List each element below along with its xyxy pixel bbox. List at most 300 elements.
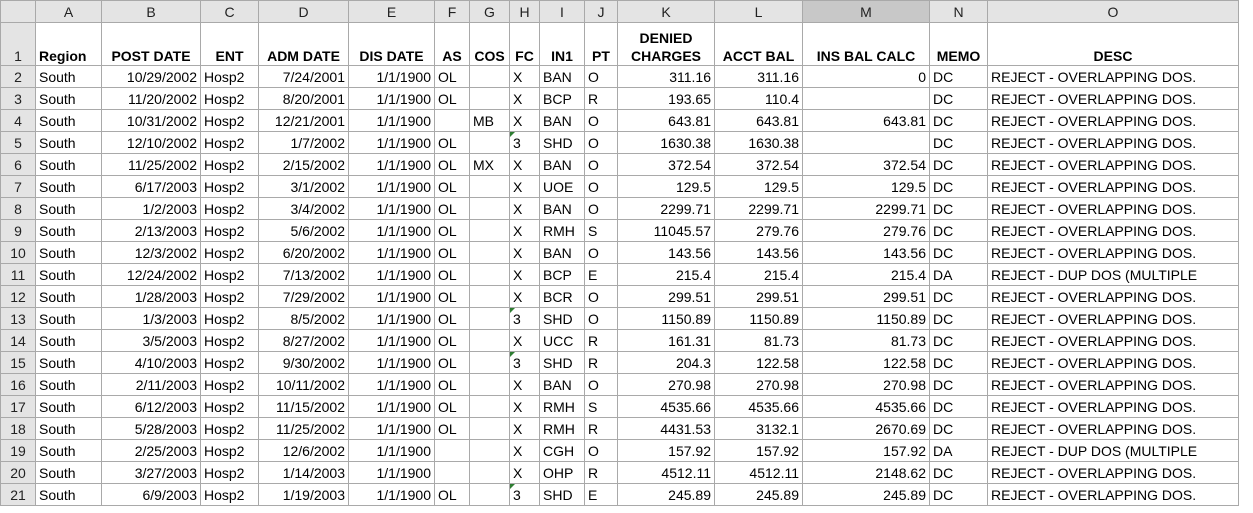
cell-f[interactable] (435, 462, 470, 484)
cell-k[interactable]: 4431.53 (618, 418, 715, 440)
cell-m[interactable]: 1150.89 (803, 308, 930, 330)
cell-n[interactable]: DC (930, 66, 988, 88)
cell-a[interactable]: South (36, 198, 102, 220)
cell-f[interactable]: OL (435, 242, 470, 264)
cell-m[interactable]: 299.51 (803, 286, 930, 308)
cell-i[interactable]: OHP (540, 462, 585, 484)
cell-j[interactable]: R (585, 330, 618, 352)
cell-o[interactable]: REJECT - OVERLAPPING DOS. (988, 418, 1239, 440)
row-header[interactable]: 10 (1, 242, 36, 264)
cell-j[interactable]: S (585, 396, 618, 418)
cell-g[interactable]: MB (470, 110, 510, 132)
column-header-g[interactable]: G (470, 1, 510, 23)
cell-e[interactable]: 1/1/1900 (349, 198, 435, 220)
cell-g[interactable] (470, 88, 510, 110)
cell-g[interactable] (470, 330, 510, 352)
cell-d[interactable]: 1/19/2003 (259, 484, 349, 506)
cell-c[interactable]: Hosp2 (201, 396, 259, 418)
cell-a[interactable]: South (36, 66, 102, 88)
cell-n[interactable]: DC (930, 242, 988, 264)
cell-g[interactable] (470, 352, 510, 374)
cell-b[interactable]: 6/17/2003 (102, 176, 201, 198)
cell-a[interactable]: South (36, 352, 102, 374)
cell-i[interactable]: BAN (540, 154, 585, 176)
cell-c[interactable]: Hosp2 (201, 418, 259, 440)
cell-e[interactable]: 1/1/1900 (349, 396, 435, 418)
column-header-j[interactable]: J (585, 1, 618, 23)
cell-l[interactable]: 110.4 (715, 88, 803, 110)
cell-j[interactable]: O (585, 286, 618, 308)
cell-h[interactable]: X (510, 242, 540, 264)
cell-c[interactable]: Hosp2 (201, 154, 259, 176)
cell-h[interactable]: X (510, 330, 540, 352)
cell-g[interactable] (470, 308, 510, 330)
cell-o[interactable]: REJECT - OVERLAPPING DOS. (988, 374, 1239, 396)
row-header[interactable]: 11 (1, 264, 36, 286)
cell-e[interactable]: 1/1/1900 (349, 330, 435, 352)
cell-j[interactable]: O (585, 308, 618, 330)
cell-i[interactable]: RMH (540, 220, 585, 242)
cell-f[interactable]: OL (435, 88, 470, 110)
cell-a[interactable]: South (36, 440, 102, 462)
row-header[interactable]: 1 (1, 23, 36, 66)
cell-o[interactable]: REJECT - OVERLAPPING DOS. (988, 352, 1239, 374)
cell-o[interactable]: REJECT - DUP DOS (MULTIPLE (988, 264, 1239, 286)
cell-o[interactable]: REJECT - OVERLAPPING DOS. (988, 484, 1239, 506)
cell-e[interactable]: 1/1/1900 (349, 286, 435, 308)
cell-k[interactable]: 311.16 (618, 66, 715, 88)
cell-d[interactable]: 5/6/2002 (259, 220, 349, 242)
cell-l[interactable]: 279.76 (715, 220, 803, 242)
cell-o[interactable]: REJECT - OVERLAPPING DOS. (988, 462, 1239, 484)
cell-g[interactable] (470, 176, 510, 198)
cell-c[interactable]: Hosp2 (201, 352, 259, 374)
cell-i[interactable]: SHD (540, 352, 585, 374)
cell-k[interactable]: 4512.11 (618, 462, 715, 484)
cell-j[interactable]: R (585, 352, 618, 374)
cell-c[interactable]: Hosp2 (201, 484, 259, 506)
cell-f[interactable]: OL (435, 220, 470, 242)
cell-d[interactable]: 1/7/2002 (259, 132, 349, 154)
cell-h[interactable]: X (510, 220, 540, 242)
cell-h[interactable]: X (510, 264, 540, 286)
header-cell[interactable]: IN1 (540, 23, 585, 66)
cell-m[interactable]: 643.81 (803, 110, 930, 132)
cell-k[interactable]: 215.4 (618, 264, 715, 286)
cell-d[interactable]: 2/15/2002 (259, 154, 349, 176)
cell-h[interactable]: X (510, 374, 540, 396)
cell-h[interactable]: 3 (510, 352, 540, 374)
column-header-k[interactable]: K (618, 1, 715, 23)
cell-b[interactable]: 5/28/2003 (102, 418, 201, 440)
cell-j[interactable]: O (585, 66, 618, 88)
cell-e[interactable]: 1/1/1900 (349, 484, 435, 506)
row-header[interactable]: 5 (1, 132, 36, 154)
cell-m[interactable]: 372.54 (803, 154, 930, 176)
cell-c[interactable]: Hosp2 (201, 308, 259, 330)
row-header[interactable]: 13 (1, 308, 36, 330)
cell-m[interactable]: 157.92 (803, 440, 930, 462)
cell-l[interactable]: 143.56 (715, 242, 803, 264)
cell-l[interactable]: 245.89 (715, 484, 803, 506)
cell-b[interactable]: 6/12/2003 (102, 396, 201, 418)
cell-l[interactable]: 372.54 (715, 154, 803, 176)
cell-c[interactable]: Hosp2 (201, 66, 259, 88)
header-cell[interactable]: MEMO (930, 23, 988, 66)
cell-c[interactable]: Hosp2 (201, 220, 259, 242)
header-cell[interactable]: FC (510, 23, 540, 66)
header-cell[interactable]: POST DATE (102, 23, 201, 66)
cell-f[interactable]: OL (435, 286, 470, 308)
cell-h[interactable]: X (510, 462, 540, 484)
cell-n[interactable]: DC (930, 308, 988, 330)
cell-d[interactable]: 10/11/2002 (259, 374, 349, 396)
cell-k[interactable]: 643.81 (618, 110, 715, 132)
cell-e[interactable]: 1/1/1900 (349, 110, 435, 132)
cell-f[interactable]: OL (435, 396, 470, 418)
cell-f[interactable]: OL (435, 352, 470, 374)
cell-a[interactable]: South (36, 484, 102, 506)
cell-c[interactable]: Hosp2 (201, 110, 259, 132)
cell-b[interactable]: 10/29/2002 (102, 66, 201, 88)
cell-o[interactable]: REJECT - DUP DOS (MULTIPLE (988, 440, 1239, 462)
cell-f[interactable]: OL (435, 198, 470, 220)
cell-h[interactable]: X (510, 198, 540, 220)
cell-a[interactable]: South (36, 264, 102, 286)
header-cell[interactable]: DIS DATE (349, 23, 435, 66)
cell-n[interactable]: DC (930, 418, 988, 440)
cell-n[interactable]: DC (930, 176, 988, 198)
cell-a[interactable]: South (36, 110, 102, 132)
cell-c[interactable]: Hosp2 (201, 374, 259, 396)
cell-i[interactable]: BAN (540, 198, 585, 220)
cell-k[interactable]: 129.5 (618, 176, 715, 198)
header-cell[interactable]: COS (470, 23, 510, 66)
cell-l[interactable]: 215.4 (715, 264, 803, 286)
cell-i[interactable]: BAN (540, 110, 585, 132)
cell-i[interactable]: RMH (540, 418, 585, 440)
cell-k[interactable]: 4535.66 (618, 396, 715, 418)
column-header-o[interactable]: O (988, 1, 1239, 23)
cell-d[interactable]: 12/6/2002 (259, 440, 349, 462)
cell-g[interactable] (470, 220, 510, 242)
cell-c[interactable]: Hosp2 (201, 198, 259, 220)
cell-n[interactable]: DC (930, 132, 988, 154)
cell-j[interactable]: E (585, 484, 618, 506)
cell-j[interactable]: R (585, 88, 618, 110)
cell-i[interactable]: SHD (540, 308, 585, 330)
cell-j[interactable]: O (585, 242, 618, 264)
cell-a[interactable]: South (36, 330, 102, 352)
cell-d[interactable]: 9/30/2002 (259, 352, 349, 374)
cell-g[interactable] (470, 264, 510, 286)
cell-l[interactable]: 3132.1 (715, 418, 803, 440)
header-cell[interactable]: DESC (988, 23, 1239, 66)
cell-c[interactable]: Hosp2 (201, 132, 259, 154)
cell-k[interactable]: 193.65 (618, 88, 715, 110)
cell-a[interactable]: South (36, 132, 102, 154)
column-header-f[interactable]: F (435, 1, 470, 23)
cell-a[interactable]: South (36, 154, 102, 176)
cell-e[interactable]: 1/1/1900 (349, 374, 435, 396)
cell-k[interactable]: 2299.71 (618, 198, 715, 220)
cell-e[interactable]: 1/1/1900 (349, 264, 435, 286)
cell-k[interactable]: 245.89 (618, 484, 715, 506)
cell-j[interactable]: O (585, 198, 618, 220)
cell-m[interactable]: 270.98 (803, 374, 930, 396)
row-header[interactable]: 3 (1, 88, 36, 110)
cell-b[interactable]: 11/20/2002 (102, 88, 201, 110)
cell-h[interactable]: X (510, 176, 540, 198)
cell-g[interactable] (470, 418, 510, 440)
cell-o[interactable]: REJECT - OVERLAPPING DOS. (988, 308, 1239, 330)
cell-c[interactable]: Hosp2 (201, 88, 259, 110)
cell-g[interactable] (470, 242, 510, 264)
cell-e[interactable]: 1/1/1900 (349, 242, 435, 264)
cell-f[interactable]: OL (435, 484, 470, 506)
cell-d[interactable]: 8/20/2001 (259, 88, 349, 110)
cell-o[interactable]: REJECT - OVERLAPPING DOS. (988, 396, 1239, 418)
header-cell[interactable]: PT (585, 23, 618, 66)
cell-j[interactable]: O (585, 176, 618, 198)
cell-i[interactable]: BAN (540, 374, 585, 396)
cell-b[interactable]: 1/2/2003 (102, 198, 201, 220)
cell-d[interactable]: 7/13/2002 (259, 264, 349, 286)
cell-o[interactable]: REJECT - OVERLAPPING DOS. (988, 330, 1239, 352)
cell-j[interactable]: S (585, 220, 618, 242)
cell-n[interactable]: DC (930, 374, 988, 396)
cell-e[interactable]: 1/1/1900 (349, 154, 435, 176)
cell-g[interactable] (470, 66, 510, 88)
cell-o[interactable]: REJECT - OVERLAPPING DOS. (988, 176, 1239, 198)
cell-c[interactable]: Hosp2 (201, 242, 259, 264)
cell-h[interactable]: 3 (510, 484, 540, 506)
cell-i[interactable]: UOE (540, 176, 585, 198)
cell-m[interactable]: 143.56 (803, 242, 930, 264)
cell-e[interactable]: 1/1/1900 (349, 66, 435, 88)
cell-h[interactable]: X (510, 440, 540, 462)
row-header[interactable]: 21 (1, 484, 36, 506)
cell-j[interactable]: O (585, 440, 618, 462)
cell-j[interactable]: O (585, 132, 618, 154)
cell-i[interactable]: SHD (540, 132, 585, 154)
cell-e[interactable]: 1/1/1900 (349, 440, 435, 462)
cell-n[interactable]: DA (930, 440, 988, 462)
cell-l[interactable]: 643.81 (715, 110, 803, 132)
cell-m[interactable]: 2299.71 (803, 198, 930, 220)
cell-c[interactable]: Hosp2 (201, 462, 259, 484)
cell-d[interactable]: 7/29/2002 (259, 286, 349, 308)
cell-e[interactable]: 1/1/1900 (349, 176, 435, 198)
cell-g[interactable] (470, 440, 510, 462)
cell-f[interactable] (435, 440, 470, 462)
cell-g[interactable]: MX (470, 154, 510, 176)
row-header[interactable]: 18 (1, 418, 36, 440)
cell-h[interactable]: X (510, 154, 540, 176)
cell-k[interactable]: 299.51 (618, 286, 715, 308)
header-cell[interactable]: AS (435, 23, 470, 66)
cell-o[interactable]: REJECT - OVERLAPPING DOS. (988, 220, 1239, 242)
row-header[interactable]: 17 (1, 396, 36, 418)
cell-e[interactable]: 1/1/1900 (349, 132, 435, 154)
cell-f[interactable]: OL (435, 154, 470, 176)
cell-d[interactable]: 12/21/2001 (259, 110, 349, 132)
cell-f[interactable]: OL (435, 132, 470, 154)
cell-m[interactable]: 279.76 (803, 220, 930, 242)
cell-c[interactable]: Hosp2 (201, 330, 259, 352)
header-cell[interactable]: ADM DATE (259, 23, 349, 66)
cell-n[interactable]: DA (930, 264, 988, 286)
cell-g[interactable] (470, 396, 510, 418)
cell-c[interactable]: Hosp2 (201, 176, 259, 198)
cell-k[interactable]: 11045.57 (618, 220, 715, 242)
cell-h[interactable]: X (510, 286, 540, 308)
cell-k[interactable]: 372.54 (618, 154, 715, 176)
cell-m[interactable] (803, 88, 930, 110)
cell-b[interactable]: 2/11/2003 (102, 374, 201, 396)
cell-a[interactable]: South (36, 396, 102, 418)
cell-k[interactable]: 1630.38 (618, 132, 715, 154)
cell-k[interactable]: 143.56 (618, 242, 715, 264)
row-header[interactable]: 16 (1, 374, 36, 396)
row-header[interactable]: 9 (1, 220, 36, 242)
column-header-b[interactable]: B (102, 1, 201, 23)
cell-l[interactable]: 311.16 (715, 66, 803, 88)
cell-l[interactable]: 4535.66 (715, 396, 803, 418)
cell-f[interactable]: OL (435, 308, 470, 330)
cell-d[interactable]: 1/14/2003 (259, 462, 349, 484)
cell-n[interactable]: DC (930, 396, 988, 418)
cell-j[interactable]: O (585, 110, 618, 132)
cell-g[interactable] (470, 286, 510, 308)
cell-o[interactable]: REJECT - OVERLAPPING DOS. (988, 242, 1239, 264)
cell-b[interactable]: 3/27/2003 (102, 462, 201, 484)
column-header-h[interactable]: H (510, 1, 540, 23)
cell-k[interactable]: 204.3 (618, 352, 715, 374)
cell-g[interactable] (470, 374, 510, 396)
cell-e[interactable]: 1/1/1900 (349, 462, 435, 484)
column-header-m[interactable]: M (803, 1, 930, 23)
cell-o[interactable]: REJECT - OVERLAPPING DOS. (988, 88, 1239, 110)
cell-f[interactable]: OL (435, 66, 470, 88)
cell-j[interactable]: R (585, 462, 618, 484)
cell-a[interactable]: South (36, 374, 102, 396)
cell-b[interactable]: 12/10/2002 (102, 132, 201, 154)
header-cell[interactable]: INS BAL CALC (803, 23, 930, 66)
column-header-d[interactable]: D (259, 1, 349, 23)
cell-n[interactable]: DC (930, 110, 988, 132)
row-header[interactable]: 19 (1, 440, 36, 462)
cell-m[interactable]: 215.4 (803, 264, 930, 286)
cell-n[interactable]: DC (930, 286, 988, 308)
cell-g[interactable] (470, 462, 510, 484)
cell-l[interactable]: 1630.38 (715, 132, 803, 154)
column-header-e[interactable]: E (349, 1, 435, 23)
cell-c[interactable]: Hosp2 (201, 286, 259, 308)
cell-h[interactable]: 3 (510, 308, 540, 330)
cell-b[interactable]: 3/5/2003 (102, 330, 201, 352)
select-all-corner[interactable] (1, 1, 36, 23)
cell-o[interactable]: REJECT - OVERLAPPING DOS. (988, 132, 1239, 154)
cell-k[interactable]: 270.98 (618, 374, 715, 396)
cell-n[interactable]: DC (930, 154, 988, 176)
cell-m[interactable]: 245.89 (803, 484, 930, 506)
cell-l[interactable]: 81.73 (715, 330, 803, 352)
cell-j[interactable]: O (585, 154, 618, 176)
cell-k[interactable]: 1150.89 (618, 308, 715, 330)
cell-i[interactable]: SHD (540, 484, 585, 506)
cell-d[interactable]: 3/4/2002 (259, 198, 349, 220)
cell-f[interactable]: OL (435, 418, 470, 440)
cell-b[interactable]: 2/13/2003 (102, 220, 201, 242)
cell-j[interactable]: R (585, 418, 618, 440)
cell-d[interactable]: 6/20/2002 (259, 242, 349, 264)
cell-d[interactable]: 8/5/2002 (259, 308, 349, 330)
cell-h[interactable]: X (510, 396, 540, 418)
row-header[interactable]: 14 (1, 330, 36, 352)
cell-m[interactable]: 0 (803, 66, 930, 88)
cell-a[interactable]: South (36, 308, 102, 330)
cell-b[interactable]: 1/3/2003 (102, 308, 201, 330)
cell-l[interactable]: 129.5 (715, 176, 803, 198)
cell-h[interactable]: X (510, 418, 540, 440)
cell-b[interactable]: 11/25/2002 (102, 154, 201, 176)
column-header-c[interactable]: C (201, 1, 259, 23)
cell-h[interactable]: X (510, 88, 540, 110)
cell-o[interactable]: REJECT - OVERLAPPING DOS. (988, 66, 1239, 88)
cell-b[interactable]: 10/31/2002 (102, 110, 201, 132)
cell-f[interactable]: OL (435, 176, 470, 198)
cell-k[interactable]: 157.92 (618, 440, 715, 462)
cell-g[interactable] (470, 198, 510, 220)
row-header[interactable]: 4 (1, 110, 36, 132)
cell-l[interactable]: 122.58 (715, 352, 803, 374)
cell-m[interactable]: 2148.62 (803, 462, 930, 484)
cell-l[interactable]: 270.98 (715, 374, 803, 396)
column-header-l[interactable]: L (715, 1, 803, 23)
cell-l[interactable]: 1150.89 (715, 308, 803, 330)
cell-f[interactable]: OL (435, 264, 470, 286)
row-header[interactable]: 2 (1, 66, 36, 88)
cell-h[interactable]: 3 (510, 132, 540, 154)
cell-e[interactable]: 1/1/1900 (349, 220, 435, 242)
cell-n[interactable]: DC (930, 198, 988, 220)
cell-i[interactable]: UCC (540, 330, 585, 352)
cell-i[interactable]: BCR (540, 286, 585, 308)
cell-f[interactable]: OL (435, 330, 470, 352)
cell-k[interactable]: 161.31 (618, 330, 715, 352)
cell-o[interactable]: REJECT - OVERLAPPING DOS. (988, 198, 1239, 220)
cell-f[interactable] (435, 110, 470, 132)
cell-i[interactable]: BAN (540, 242, 585, 264)
cell-m[interactable] (803, 132, 930, 154)
cell-m[interactable]: 122.58 (803, 352, 930, 374)
column-header-n[interactable]: N (930, 1, 988, 23)
cell-b[interactable]: 4/10/2003 (102, 352, 201, 374)
row-header[interactable]: 8 (1, 198, 36, 220)
cell-l[interactable]: 2299.71 (715, 198, 803, 220)
cell-b[interactable]: 6/9/2003 (102, 484, 201, 506)
cell-i[interactable]: BCP (540, 264, 585, 286)
column-header-a[interactable]: A (36, 1, 102, 23)
cell-g[interactable] (470, 484, 510, 506)
header-cell[interactable]: ENT (201, 23, 259, 66)
cell-a[interactable]: South (36, 176, 102, 198)
row-header[interactable]: 6 (1, 154, 36, 176)
cell-m[interactable]: 129.5 (803, 176, 930, 198)
cell-o[interactable]: REJECT - OVERLAPPING DOS. (988, 110, 1239, 132)
cell-a[interactable]: South (36, 462, 102, 484)
